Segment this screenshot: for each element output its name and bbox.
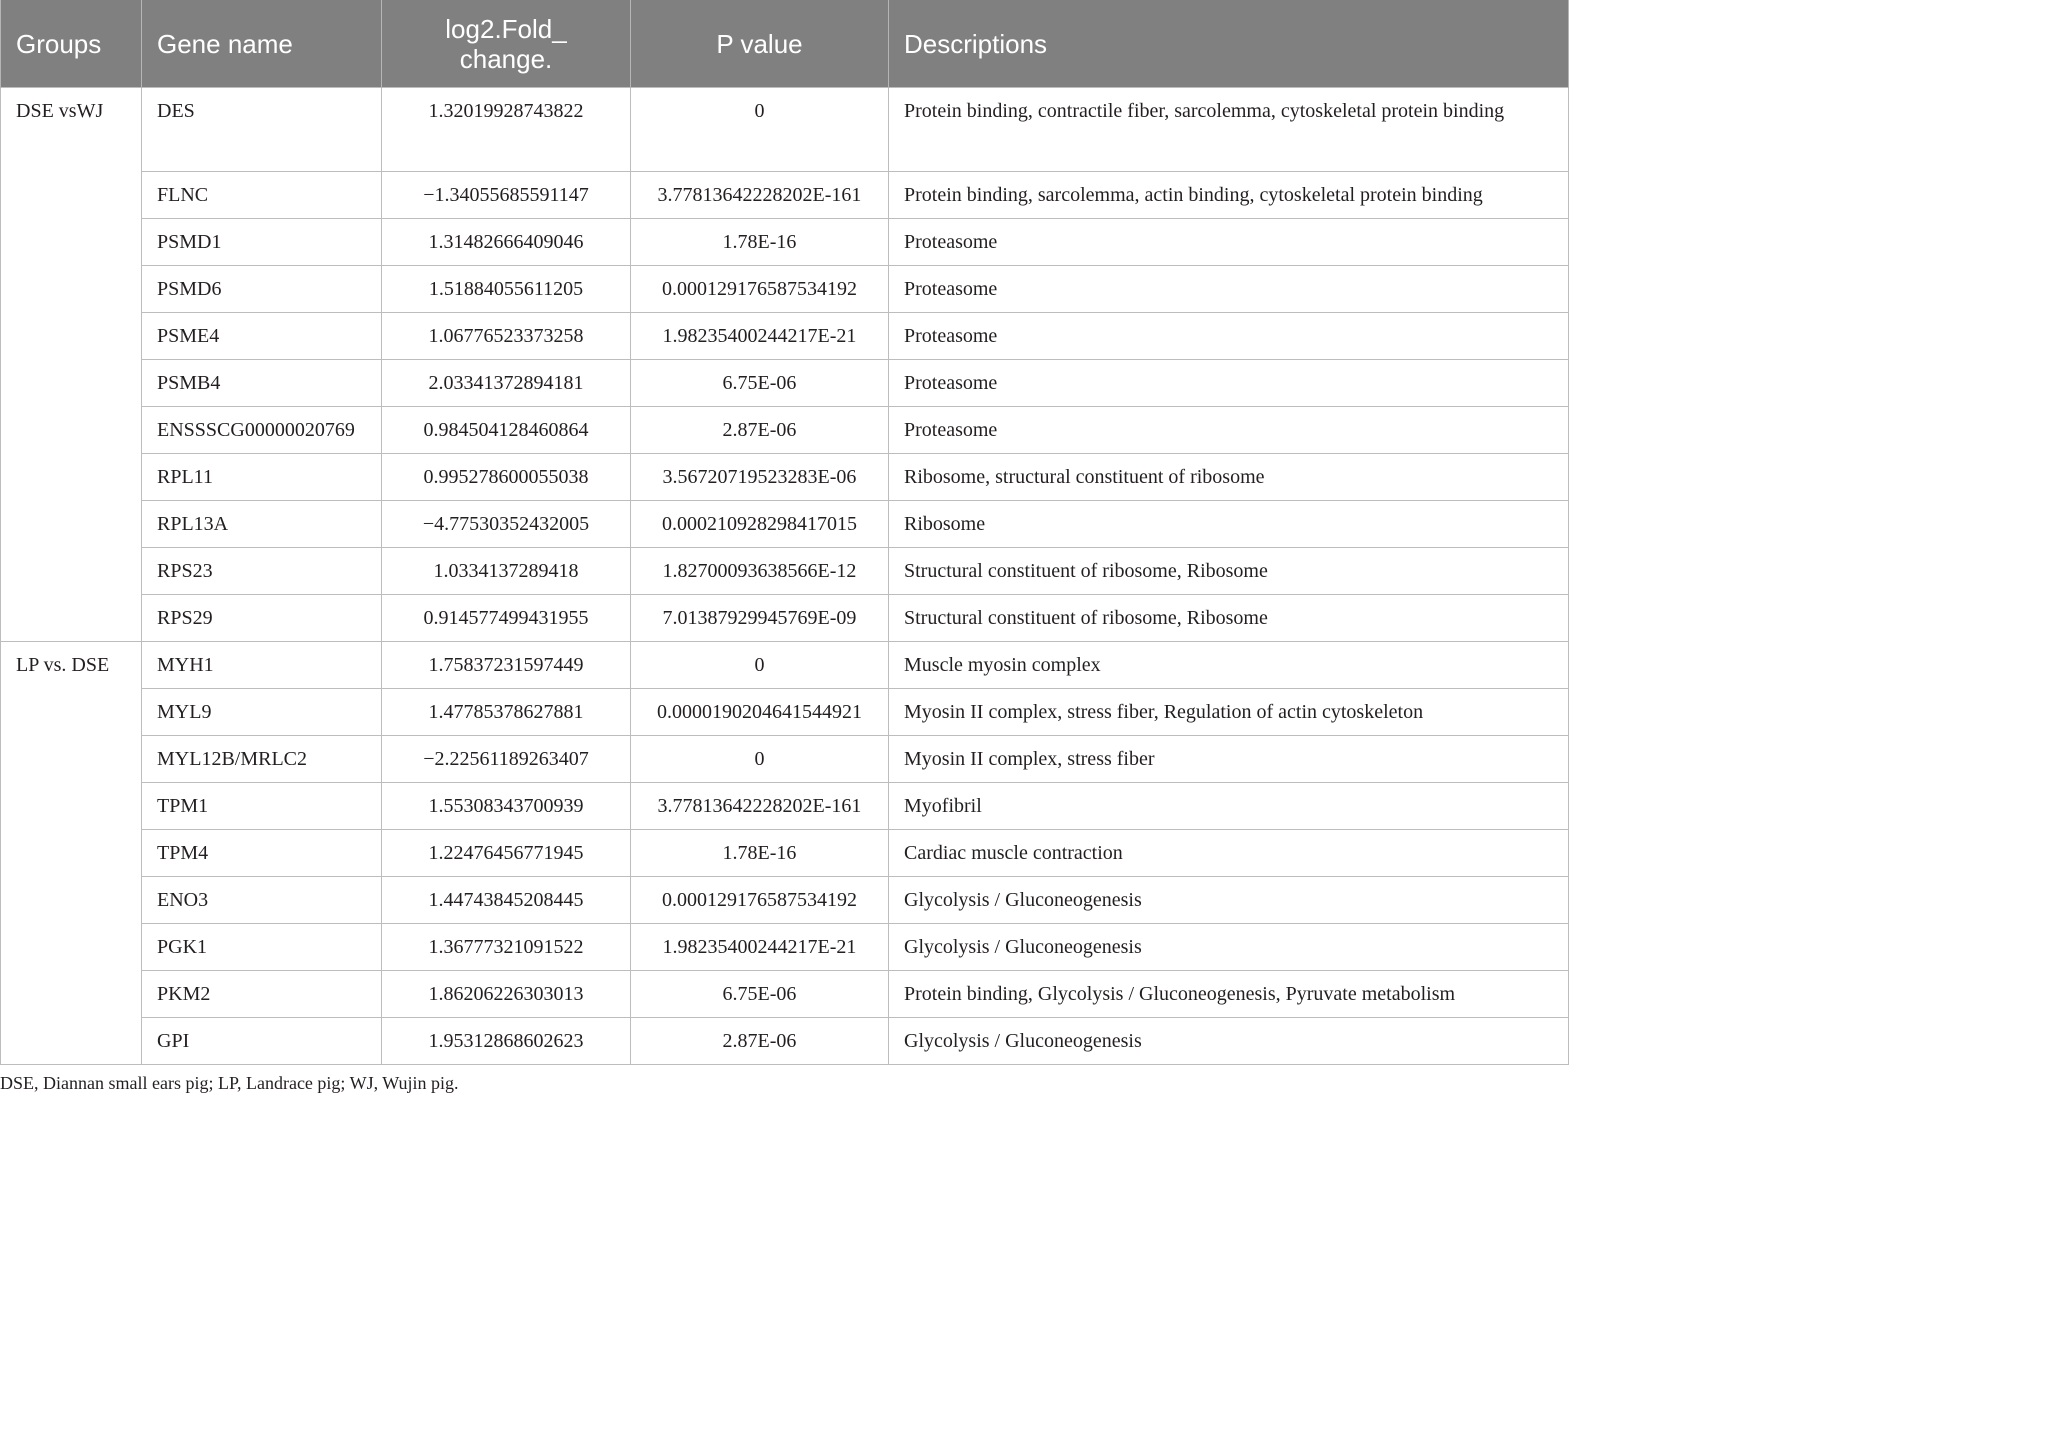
description-cell: Cardiac muscle contraction (889, 830, 1569, 877)
table-row (1, 1018, 1569, 1065)
description-cell: Protein binding, sarcolemma, actin binding, cytoskeletal protein binding (889, 172, 1569, 219)
group-label: DSE vsWJ (1, 88, 142, 642)
description-cell: Ribosome, structural constituent of ribosome (889, 454, 1569, 501)
description-cell: Proteasome (889, 360, 1569, 407)
p-value-cell: 3.56720719523283E-06 (631, 454, 889, 501)
p-value-cell: 2.87E-06 (631, 407, 889, 454)
p-value-cell: 0.0000190204641544921 (631, 689, 889, 736)
table-row (1, 736, 1569, 783)
table-row (1, 313, 1569, 360)
p-value-cell: 0.000210928298417015 (631, 501, 889, 548)
log2-fold-change-cell: 0.914577499431955 (382, 595, 631, 642)
table-footnote: DSE, Diannan small ears pig; LP, Landrace pig; WJ, Wujin pig. (0, 1073, 459, 1093)
gene-name-cell: FLNC (142, 172, 382, 219)
p-value-cell: 2.87E-06 (631, 1018, 889, 1065)
table-row (1, 219, 1569, 266)
gene-name-cell: PKM2 (142, 971, 382, 1018)
gene-name-cell: PSMB4 (142, 360, 382, 407)
header-log2-fold-change-label: log2.Fold_ change. (445, 13, 567, 74)
table-row (1, 501, 1569, 548)
gene-name-cell: ENO3 (142, 877, 382, 924)
description-cell: Proteasome (889, 266, 1569, 313)
description-cell: Muscle myosin complex (889, 642, 1569, 689)
table-row (1, 595, 1569, 642)
gene-name-cell: PSMD1 (142, 219, 382, 266)
gene-name-cell: RPL13A (142, 501, 382, 548)
p-value-cell: 1.78E-16 (631, 219, 889, 266)
gene-name-cell: PSMD6 (142, 266, 382, 313)
p-value-cell: 7.01387929945769E-09 (631, 595, 889, 642)
gene-name-cell: RPS23 (142, 548, 382, 595)
description-cell: Proteasome (889, 219, 1569, 266)
description-cell: Proteasome (889, 407, 1569, 454)
gene-name-cell: RPL11 (142, 454, 382, 501)
log2-fold-change-cell: 1.86206226303013 (382, 971, 631, 1018)
p-value-cell: 0 (631, 88, 889, 172)
log2-fold-change-cell: 0.984504128460864 (382, 407, 631, 454)
p-value-cell: 0.000129176587534192 (631, 266, 889, 313)
gene-name-cell: PGK1 (142, 924, 382, 971)
description-cell: Protein binding, contractile fiber, sarcolemma, cytoskeletal protein binding (889, 88, 1569, 172)
table-row (1, 360, 1569, 407)
log2-fold-change-cell: 1.06776523373258 (382, 313, 631, 360)
log2-fold-change-cell: 2.03341372894181 (382, 360, 631, 407)
p-value-cell: 6.75E-06 (631, 971, 889, 1018)
p-value-cell: 3.77813642228202E-161 (631, 172, 889, 219)
p-value-cell: 0 (631, 642, 889, 689)
group-label: LP vs. DSE (1, 642, 142, 1065)
table-row (1, 877, 1569, 924)
table-row (1, 172, 1569, 219)
header-groups: Groups (1, 0, 142, 88)
p-value-cell: 6.75E-06 (631, 360, 889, 407)
p-value-cell: 0.000129176587534192 (631, 877, 889, 924)
p-value-cell: 0 (631, 736, 889, 783)
log2-fold-change-cell: 1.31482666409046 (382, 219, 631, 266)
p-value-cell: 1.82700093638566E-12 (631, 548, 889, 595)
p-value-cell: 1.98235400244217E-21 (631, 313, 889, 360)
p-value-cell: 3.77813642228202E-161 (631, 783, 889, 830)
p-value-cell: 1.78E-16 (631, 830, 889, 877)
description-cell: Proteasome (889, 313, 1569, 360)
header-descriptions: Descriptions (889, 0, 1569, 88)
description-cell: Myosin II complex, stress fiber, Regulation of actin cytoskeleton (889, 689, 1569, 736)
gene-name-cell: MYH1 (142, 642, 382, 689)
table-header (1, 0, 1569, 88)
description-cell: Structural constituent of ribosome, Ribosome (889, 548, 1569, 595)
log2-fold-change-cell: −4.77530352432005 (382, 501, 631, 548)
gene-name-cell: RPS29 (142, 595, 382, 642)
log2-fold-change-cell: 1.32019928743822 (382, 88, 631, 172)
description-cell: Ribosome (889, 501, 1569, 548)
description-cell: Glycolysis / Gluconeogenesis (889, 877, 1569, 924)
table-row (1, 407, 1569, 454)
table-row (1, 88, 1569, 172)
log2-fold-change-cell: 1.75837231597449 (382, 642, 631, 689)
table-row (1, 689, 1569, 736)
gene-name-cell: PSME4 (142, 313, 382, 360)
gene-name-cell: TPM1 (142, 783, 382, 830)
table-row (1, 642, 1569, 689)
description-cell: Glycolysis / Gluconeogenesis (889, 1018, 1569, 1065)
log2-fold-change-cell: 1.44743845208445 (382, 877, 631, 924)
p-value-cell: 1.98235400244217E-21 (631, 924, 889, 971)
log2-fold-change-cell: −1.34055685591147 (382, 172, 631, 219)
table-row (1, 266, 1569, 313)
log2-fold-change-cell: 0.995278600055038 (382, 454, 631, 501)
log2-fold-change-cell: 1.51884055611205 (382, 266, 631, 313)
table-row (1, 924, 1569, 971)
description-cell: Protein binding, Glycolysis / Gluconeogenesis, Pyruvate metabolism (889, 971, 1569, 1018)
description-cell: Glycolysis / Gluconeogenesis (889, 924, 1569, 971)
log2-fold-change-cell: −2.22561189263407 (382, 736, 631, 783)
log2-fold-change-cell: 1.47785378627881 (382, 689, 631, 736)
table-row (1, 548, 1569, 595)
log2-fold-change-cell: 1.0334137289418 (382, 548, 631, 595)
gene-name-cell: ENSSSCG00000020769 (142, 407, 382, 454)
table-row (1, 971, 1569, 1018)
description-cell: Myofibril (889, 783, 1569, 830)
gene-name-cell: DES (142, 88, 382, 172)
description-cell: Structural constituent of ribosome, Ribosome (889, 595, 1569, 642)
gene-name-cell: MYL12B/MRLC2 (142, 736, 382, 783)
log2-fold-change-cell: 1.55308343700939 (382, 783, 631, 830)
header-p-value: P value (631, 0, 889, 88)
log2-fold-change-cell: 1.36777321091522 (382, 924, 631, 971)
header-row (1, 0, 1569, 88)
table-row (1, 830, 1569, 877)
log2-fold-change-cell: 1.22476456771945 (382, 830, 631, 877)
gene-name-cell: GPI (142, 1018, 382, 1065)
header-gene-name: Gene name (142, 0, 382, 88)
description-cell: Myosin II complex, stress fiber (889, 736, 1569, 783)
table-row (1, 454, 1569, 501)
table-row (1, 783, 1569, 830)
gene-name-cell: TPM4 (142, 830, 382, 877)
gene-name-cell: MYL9 (142, 689, 382, 736)
table-body (1, 88, 1569, 1065)
header-log2-fold-change (382, 0, 631, 88)
log2-fold-change-cell: 1.95312868602623 (382, 1018, 631, 1065)
